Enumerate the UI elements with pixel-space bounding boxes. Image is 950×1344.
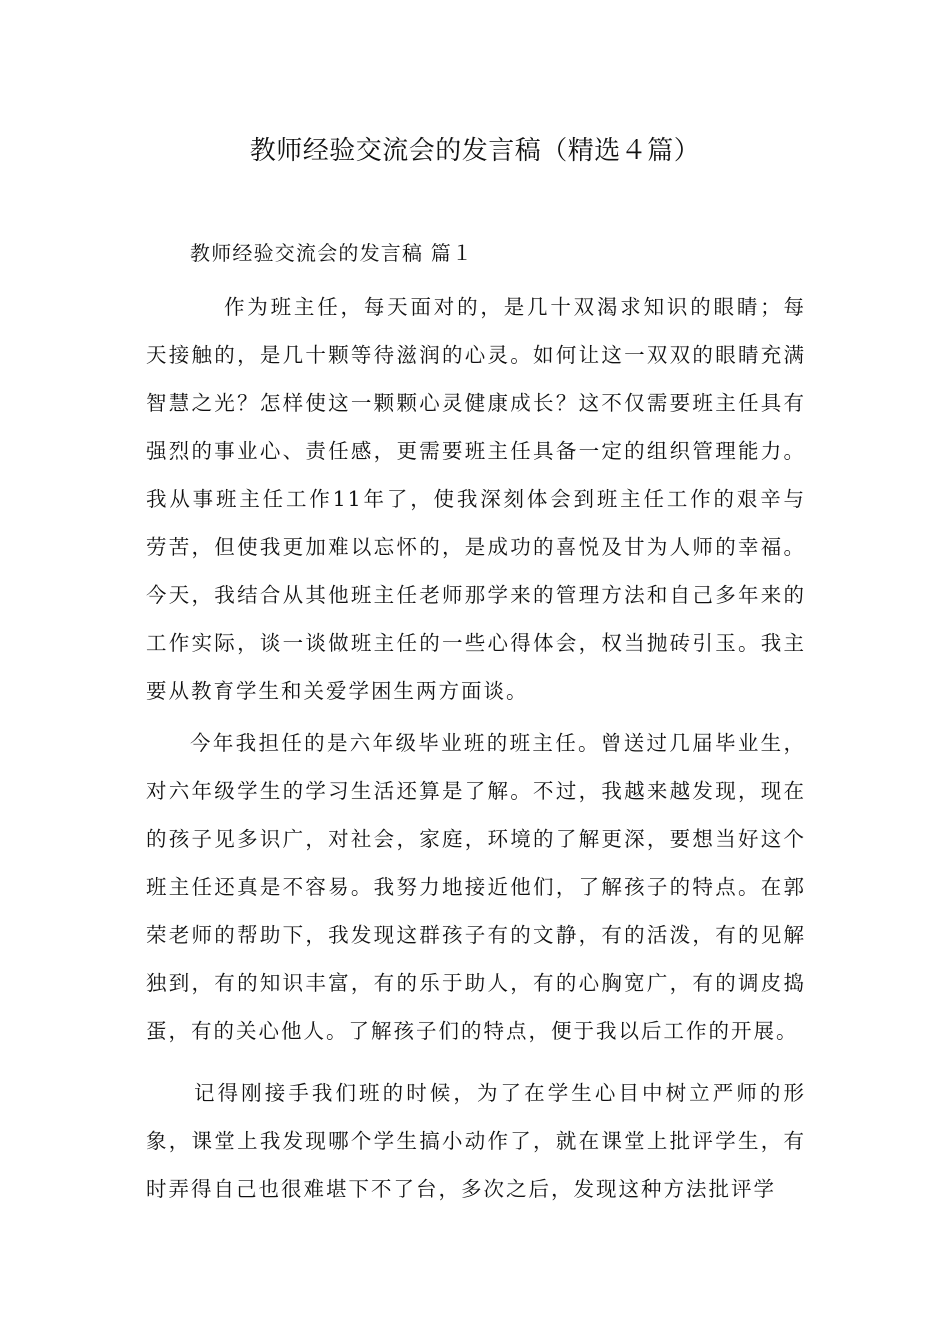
paragraph-1: 作为班主任，每天面对的，是几十双渴求知识的眼睛；每天接触的，是几十颗等待滋润的心灵。如何让这一双双的眼睛充满智慧之光？怎样使这一颗颗心灵健康成长？这不仅需要班主任具有强烈的事业心、责任感，更需要班主任具备一定的组织管理能力。我从事班主任工作11年了，使我深刻体会到班主任工作的艰辛与劳苦，但使我更加难以忘怀的，是成功的喜悦及甘为人师的幸福。今天，我结合从其他班主任老师那学来的管理方法和自己多年来的工作实际，谈一谈做班主任的一些心得体会，权当抛砖引玉。我主要从教育学生和关爱学困生两方面谈。 (146, 295, 806, 703)
document-title: 教师经验交流会的发言稿（精选４篇） (249, 136, 701, 166)
paragraph-2: 今年我担任的是六年级毕业班的班主任。曾送过几届毕业生，对六年级学生的学习生活还算是了解。不过，我越来越发现，现在的孩子见多识广，对社会，家庭，环境的了解更深，要想当好这个班主任还真是不容易。我努力地接近他们，了解孩子的特点。在郭荣老师的帮助下，我发现这群孩子有的文静，有的活泼，有的见解独到，有的知识丰富，有的乐于助人，有的心胸宽广，有的调皮捣蛋，有的关心他人。了解孩子们的特点，便于我以后工作的开展。 (146, 731, 806, 1043)
section-heading: 教师经验交流会的发言稿 篇１ (190, 241, 474, 265)
paragraph-3: 记得刚接手我们班的时候，为了在学生心目中树立严师的形象，课堂上我发现哪个学生搞小动作了，就在课堂上批评学生，有时弄得自己也很难堪下不了台，多次之后，发现这种方法批评学 (146, 1081, 806, 1201)
